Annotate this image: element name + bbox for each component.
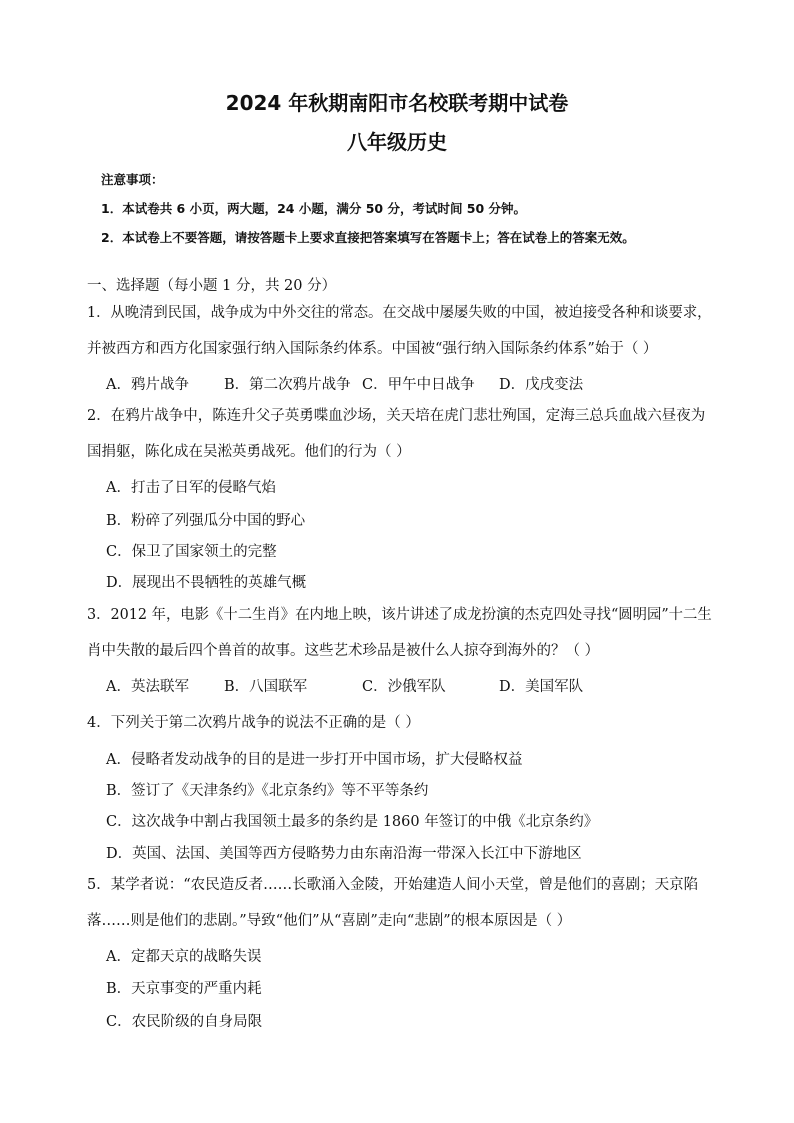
notice-heading: 注意事项： [101,172,164,187]
section-title: 一、选择题（每小题 1 分，共 20 分） [87,278,337,294]
question-4-option-a: A．侵略者发动战争的目的是进一步打开中国市场，扩大侵略权益 [106,752,523,768]
question-2-text: 2．在鸦片战争中，陈连升父子英勇喋血沙场，关天培在虎门悲壮殉国，定海三总兵血战六昼夜为 [87,408,706,424]
notice-item: 2．本试卷上不要答题，请按答题卡上要求直接把答案填写在答题卡上；答在试卷上的答案无效。 [101,230,635,245]
question-3-option-a: A．英法联军 [106,679,189,695]
question-5-option-c: C．农民阶级的自身局限 [106,1014,263,1030]
question-1-text: 1．从晚清到民国，战争成为中外交往的常态。在交战中屡屡失败的中国，被迫接受各种和谈要求， [87,305,712,321]
question-1-option-c: C．甲午中日战争 [362,377,475,393]
question-3-text: 3．2012 年，电影《十二生肖》在内地上映，该片讲述了成龙扮演的杰克四处寻找“圆明园”十二生 [87,607,712,623]
question-5-text: 落……则是他们的悲剧。”导致“他们”从“喜剧”走向“悲剧”的根本原因是（ ） [87,913,572,929]
question-3-option-d: D．美国军队 [499,679,584,695]
exam-title: 2024 年秋期南阳市名校联考期中试卷 [225,91,569,115]
question-4-option-b: B．签订了《天津条约》《北京条约》等不平等条约 [106,783,429,799]
question-4-option-c: C．这次战争中割占我国领土最多的条约是 1860 年签订的中俄《北京条约》 [106,814,599,830]
question-2-option-a: A．打击了日军的侵略气焰 [106,480,276,496]
question-5-option-b: B．天京事变的严重内耗 [106,981,262,997]
question-4-text: 4．下列关于第二次鸦片战争的说法不正确的是（ ） [87,715,420,731]
question-1-option-d: D．戊戌变法 [499,377,584,393]
question-2-option-b: B．粉碎了列强瓜分中国的野心 [106,513,306,529]
question-1-option-b: B．第二次鸦片战争 [224,377,351,393]
question-1-text: 并被西方和西方化国家强行纳入国际条约体系。中国被“强行纳入国际条约体系”始于（ ） [87,341,658,357]
question-2-option-d: D．展现出不畏牺牲的英雄气概 [106,575,307,591]
question-5-option-a: A．定都天京的战略失误 [106,949,262,965]
question-2-option-c: C．保卫了国家领土的完整 [106,544,277,560]
question-5-text: 5．某学者说：“农民造反者……长歌涌入金陵，开始建造人间小天堂，曾是他们的喜剧；天京陷 [87,877,699,893]
question-2-text: 国捐躯，陈化成在吴淞英勇战死。他们的行为（ ） [87,444,411,460]
question-3-text: 肖中失散的最后四个兽首的故事。这些艺术珍品是被什么人掠夺到海外的？（ ） [87,643,600,659]
question-3-option-c: C．沙俄军队 [362,679,446,695]
exam-subtitle: 八年级历史 [347,130,447,154]
question-4-option-d: D．英国、法国、美国等西方侵略势力由东南沿海一带深入长江中下游地区 [106,846,582,862]
question-1-option-a: A．鸦片战争 [106,377,189,393]
question-3-option-b: B．八国联军 [224,679,308,695]
notice-item: 1．本试卷共 6 小页，两大题，24 小题，满分 50 分，考试时间 50 分钟。 [101,201,527,216]
